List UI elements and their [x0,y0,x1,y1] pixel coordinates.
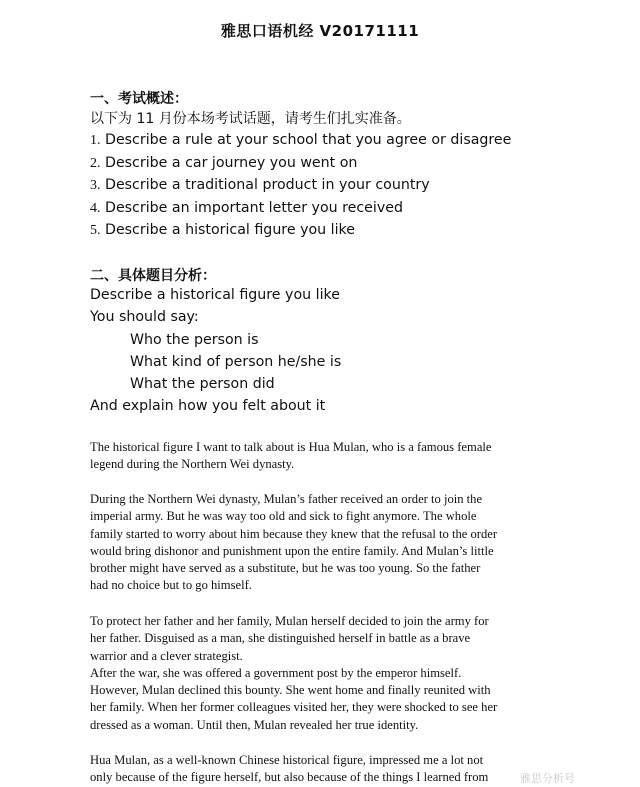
answer-paragraph [90,752,530,787]
watermark: 雅思分析号 [520,772,575,785]
paragraph-line: brother might have served as a substitute, but he was too young. So the father [90,561,481,576]
paragraph-line: During the Northern Wei dynasty, Mulan’s father received an order to join the [90,492,483,506]
paragraph-line: Hua Mulan, as a well-known Chinese historical figure, impressed me a lot not [90,753,484,767]
cue-card-point: What kind of person he/she is [130,354,342,370]
question-number: 2. [90,155,101,171]
paragraph-line: imperial army. But he was way too old and sick to fight anymore. The whole [90,509,477,524]
question-list [90,130,511,243]
paragraph-line: The historical figure I want to talk about is Hua Mulan, who is a famous female [90,440,492,454]
question-item [90,130,511,153]
question-text: Describe an important letter you received [105,199,403,216]
section-2-heading: 二、具体题目分析： [90,268,216,284]
section-1-intro: 以下为 11 月份本场考试话题，请考生们扎实准备。 [90,111,411,127]
paragraph-line: her family. When her former colleagues visited her, they were shocked to see her [90,700,498,715]
question-number: 3. [90,178,101,193]
question-text: Describe a car journey you went on [105,154,358,171]
question-item [90,220,511,243]
paragraph-line: warrior and a clever strategist. [90,648,243,663]
paragraph-line: family started to worry about him because they knew that the refusal to the order [90,526,498,541]
question-item [90,198,511,221]
paragraph-line: However, Mulan declined this bounty. She went home and finally reunited with [90,683,491,698]
question-number: 5. [90,223,101,238]
paragraph-line: dressed as a woman. Until then, Mulan revealed her true identity. [90,717,419,732]
answer-paragraph [90,491,530,595]
question-item [90,153,511,176]
section-1-heading: 一、考试概述： [90,91,188,107]
cue-card-explain: And explain how you felt about it [90,398,326,414]
cue-card-should-say: You should say: [90,309,199,325]
paragraph-line: only because of the figure herself, but also because of the things I learned from [90,770,489,785]
paragraph-line: After the war, she was offered a government post by the emperor himself. [90,665,462,680]
question-text: Describe a traditional product in your country [105,177,430,193]
question-number: 1. [90,133,101,148]
paragraph-line: had no choice but to go himself. [90,578,252,593]
cue-card-topic: Describe a historical figure you like [90,287,340,303]
answer-paragraph [90,613,530,734]
cue-card-point: What the person did [130,376,275,392]
question-number: 4. [90,200,101,216]
paragraph-line: her father. Disguised as a man, she distinguished herself in battle as a brave [90,631,471,646]
question-text: Describe a historical figure you like [105,222,355,238]
question-item [90,175,511,198]
question-text: Describe a rule at your school that you agree or disagree [105,132,512,148]
paragraph-line: would bring dishonor and punishment upon the entire family. And Mulan’s little [90,543,494,558]
paragraph-line: To protect her father and her family, Mulan herself decided to join the army for [90,614,489,628]
paragraph-line: legend during the Northern Wei dynasty. [90,457,295,472]
answer-paragraph [90,439,530,474]
cue-card-point: Who the person is [130,332,259,348]
document-title: 雅思口语机经 V20171111 [220,22,420,40]
